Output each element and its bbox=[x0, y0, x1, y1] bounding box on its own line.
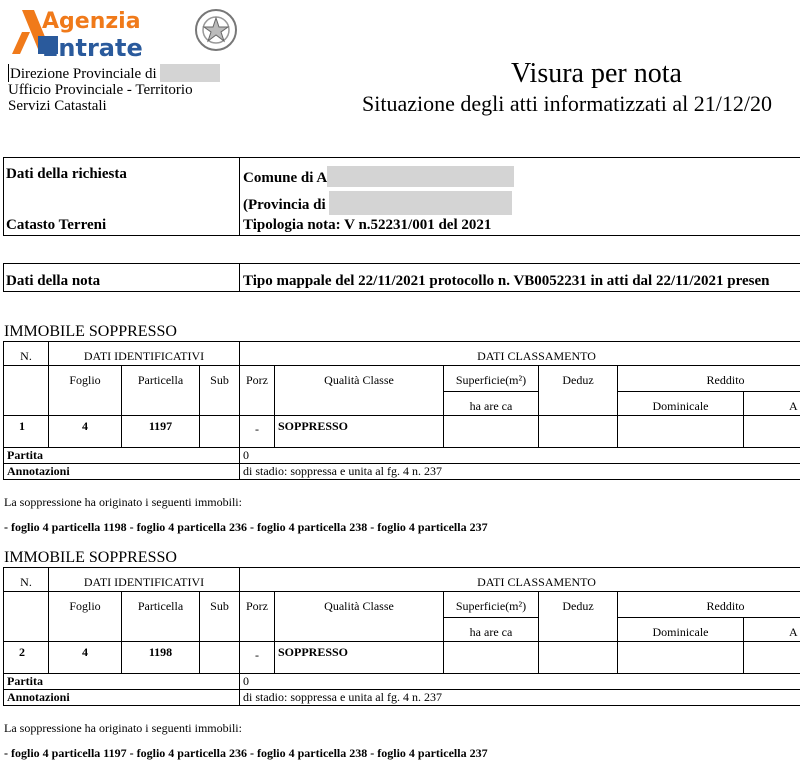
tipologia-value: Tipologia nota: V n.52231/001 del 2021 bbox=[243, 217, 492, 233]
immobile-table: N. DATI IDENTIFICATIVI DATI CLASSAMENTO Foglio Particella Sub Porz Qualità Classe Superficie(m²) Deduz Reddito ha are ca Dominicale A 2 4 1198 - SOPPRESSO Partita 0 Annotazioni di stadio: soppressa e unita al fg. 4 n. 237 bbox=[3, 567, 800, 706]
col-deduz: Deduz bbox=[539, 592, 618, 642]
col-dati-id: DATI IDENTIFICATIVI bbox=[49, 342, 240, 366]
col-sub: Sub bbox=[200, 592, 240, 642]
origin-list: - foglio 4 particella 1197 - foglio 4 particella 236 - foglio 4 particella 238 - foglio 4 particella 237 bbox=[4, 746, 488, 760]
col-qualita: Qualità Classe bbox=[275, 366, 444, 416]
table-row: 2 4 1198 - SOPPRESSO bbox=[4, 642, 800, 674]
col-foglio: Foglio bbox=[49, 592, 122, 642]
nota-value: Tipo mappale del 22/11/2021 protocollo n. VB0052231 in atti dal 22/11/2021 presen bbox=[243, 273, 770, 289]
page-title: Visura per nota bbox=[511, 58, 682, 89]
section-title: IMMOBILE SOPPRESSO bbox=[4, 323, 177, 340]
agenzia-entrate-logo bbox=[8, 4, 238, 62]
redacted-block bbox=[329, 191, 512, 215]
col-dati-class: DATI CLASSAMENTO bbox=[240, 342, 800, 366]
col-dati-class: DATI CLASSAMENTO bbox=[240, 568, 800, 592]
col-porz: Porz bbox=[240, 592, 275, 642]
col-superficie: Superficie(m²) bbox=[444, 592, 539, 618]
col-particella: Particella bbox=[122, 366, 200, 416]
col-superficie: Superficie(m²) bbox=[444, 366, 539, 392]
request-label: Dati della richiesta bbox=[6, 166, 127, 182]
office-line-3: Servizi Catastali bbox=[8, 98, 107, 114]
table-row: 1 4 1197 - SOPPRESSO bbox=[4, 416, 800, 448]
col-particella: Particella bbox=[122, 592, 200, 642]
logo-text-entrate: Entrate bbox=[42, 34, 143, 62]
redacted-block bbox=[160, 64, 220, 82]
col-agrario: A bbox=[744, 618, 800, 642]
col-n: N. bbox=[4, 568, 49, 592]
col-porz: Porz bbox=[240, 366, 275, 416]
emblem-icon bbox=[196, 10, 236, 50]
col-dominicale: Dominicale bbox=[618, 618, 744, 642]
provincia-value: (Provincia di bbox=[243, 191, 512, 215]
section-title: IMMOBILE SOPPRESSO bbox=[4, 549, 177, 566]
page-subtitle: Situazione degli atti informatizzati al 21/12/20 bbox=[362, 91, 772, 116]
logo-text-agenzia: Agenzia bbox=[42, 9, 141, 34]
origin-list: - foglio 4 particella 1198 - foglio 4 particella 236 - foglio 4 particella 238 - foglio 4 particella 237 bbox=[4, 520, 488, 534]
col-reddito: Reddito bbox=[618, 592, 800, 618]
logo-graphic bbox=[8, 4, 238, 62]
origin-text: La soppressione ha originato i seguenti immobili: bbox=[4, 721, 242, 735]
col-reddito: Reddito bbox=[618, 366, 800, 392]
office-line-2: Ufficio Provinciale - Territorio bbox=[8, 82, 193, 98]
origin-text: La soppressione ha originato i seguenti immobili: bbox=[4, 495, 242, 509]
immobile-table: N. DATI IDENTIFICATIVI DATI CLASSAMENTO Foglio Particella Sub Porz Qualità Classe Superficie(m²) Deduz Reddito ha are ca Dominicale A 1 4 1197 - SOPPRESSO Partita 0 Annotazioni di stadio: soppressa e unita al fg. 4 n. 237 bbox=[3, 341, 800, 480]
office-info bbox=[8, 64, 220, 114]
col-sub: Sub bbox=[200, 366, 240, 416]
col-foglio: Foglio bbox=[49, 366, 122, 416]
office-line-1: Direzione Provinciale di bbox=[8, 64, 220, 82]
col-dominicale: Dominicale bbox=[618, 392, 744, 416]
nota-label: Dati della nota bbox=[6, 273, 101, 289]
col-deduz: Deduz bbox=[539, 366, 618, 416]
col-ha-are-ca: ha are ca bbox=[444, 618, 539, 642]
col-n: N. bbox=[4, 342, 49, 366]
comune-value: Comune di A bbox=[243, 166, 514, 187]
col-dati-id: DATI IDENTIFICATIVI bbox=[49, 568, 240, 592]
col-ha-are-ca: ha are ca bbox=[444, 392, 539, 416]
col-qualita: Qualità Classe bbox=[275, 592, 444, 642]
redacted-block bbox=[327, 166, 514, 187]
catasto-label: Catasto Terreni bbox=[6, 217, 107, 233]
col-agrario: A bbox=[744, 392, 800, 416]
